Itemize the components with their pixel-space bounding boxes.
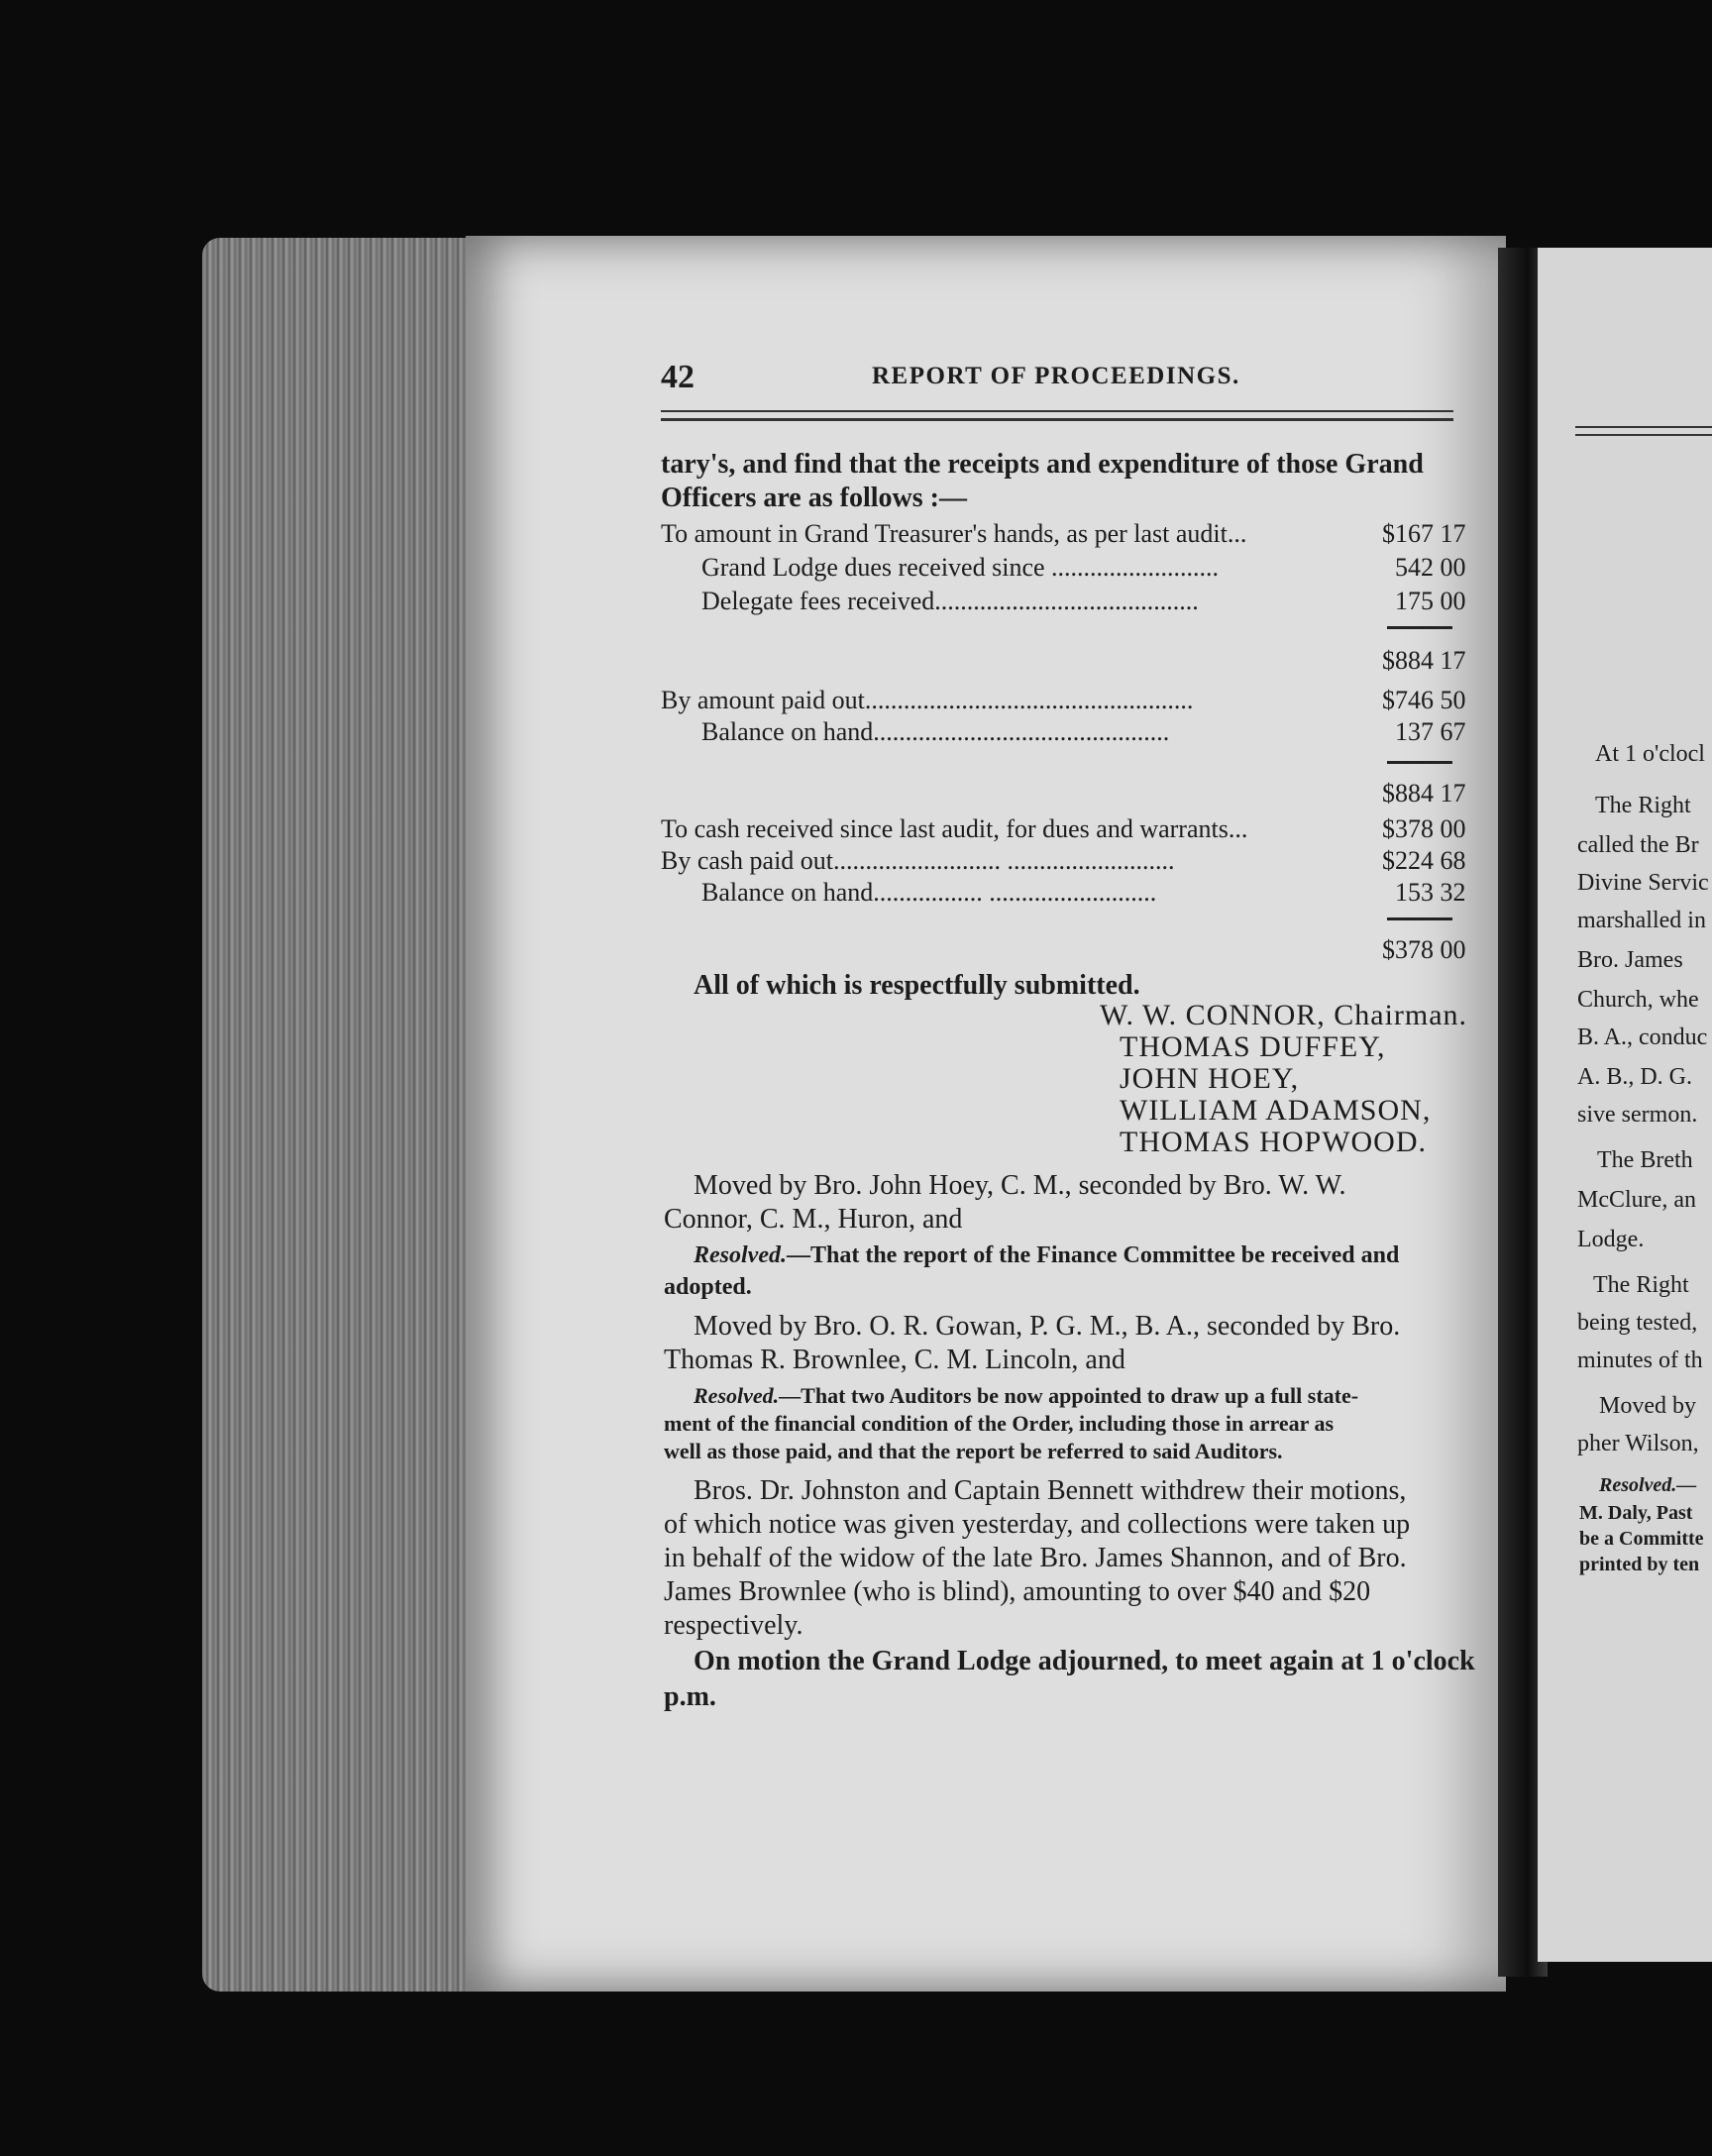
motion-paragraph: Connor, C. M., Huron, and — [664, 1204, 963, 1235]
adjournment-paragraph: p.m. — [664, 1681, 716, 1712]
ledger-amount: $167 17 — [1382, 519, 1466, 548]
right-page-fragment: At 1 o'clocl — [1595, 741, 1705, 767]
right-page-fragment: called the Br — [1577, 832, 1699, 858]
collections-paragraph: respectively. — [664, 1610, 803, 1641]
right-page-fragment: pher Wilson, — [1577, 1431, 1699, 1456]
motion-paragraph: Thomas R. Brownlee, C. M. Lincoln, and — [664, 1345, 1125, 1375]
motion-paragraph: Moved by Bro. John Hoey, C. M., seconded by Bro. W. W. — [694, 1170, 1346, 1201]
right-page-fragment: be a Committe — [1579, 1528, 1704, 1550]
right-page-header-rule — [1575, 434, 1712, 436]
right-page-fragment: being tested, — [1577, 1310, 1698, 1336]
right-page-header-rule — [1575, 426, 1712, 428]
resolution-line: adopted. — [664, 1274, 752, 1300]
collections-paragraph: Bros. Dr. Johnston and Captain Bennett withdrew their motions, — [694, 1475, 1407, 1506]
right-page-fragment: Church, whe — [1577, 987, 1699, 1013]
resolved-label: Resolved. — [694, 1383, 780, 1408]
right-page-fragment: The Right — [1595, 793, 1691, 818]
right-page-fragment: Divine Servic — [1577, 870, 1709, 896]
ledger-label: To cash received since last audit, for dues and warrants... — [661, 814, 1248, 843]
right-page-fragment: A. B., D. G. — [1577, 1064, 1693, 1090]
ledger-label: By amount paid out................................................... — [661, 686, 1194, 714]
ledger-total: $378 00 — [1382, 935, 1466, 964]
resolution-line: ment of the financial condition of the Order, including those in arrear as — [664, 1411, 1335, 1436]
ledger-label: By cash paid out.......................... .......................... — [661, 846, 1175, 875]
right-page-fragment: The Breth — [1597, 1147, 1693, 1173]
right-page-fragment: Moved by — [1599, 1393, 1696, 1419]
header-rule-bottom — [661, 418, 1453, 421]
signatory: WILLIAM ADAMSON, — [1120, 1094, 1432, 1127]
intro-line-1: tary's, and find that the receipts and expenditure of those Grand — [661, 449, 1424, 480]
ledger-amount: 137 67 — [1395, 717, 1466, 746]
right-page-fragment: B. A., conduc — [1577, 1024, 1708, 1050]
ledger-amount: $746 50 — [1382, 686, 1466, 714]
ledger-total: $884 17 — [1382, 779, 1466, 808]
right-page-fragment: Resolved.— — [1599, 1474, 1697, 1496]
intro-line-2: Officers are as follows :— — [661, 483, 967, 513]
collections-paragraph: of which notice was given yesterday, and collections were taken up — [664, 1509, 1411, 1540]
motion-paragraph: Moved by Bro. O. R. Gowan, P. G. M., B. A., seconded by Bro. — [694, 1311, 1401, 1342]
ledger-label: To amount in Grand Treasurer's hands, as per last audit... — [661, 519, 1247, 548]
right-page-fragment: McClure, an — [1577, 1187, 1696, 1213]
signatory: JOHN HOEY, — [1120, 1062, 1300, 1095]
header-rule-top — [661, 410, 1453, 412]
ledger-total: $884 17 — [1382, 646, 1466, 675]
running-head: REPORT OF PROCEEDINGS. — [872, 363, 1240, 389]
signatory: W. W. CONNOR, Chairman. — [1100, 999, 1468, 1031]
right-page-fragment: Bro. James — [1577, 947, 1683, 973]
right-page-fragment: minutes of th — [1577, 1348, 1703, 1373]
resolution-line — [694, 1239, 1399, 1272]
ledger-amount: 153 32 — [1395, 878, 1466, 907]
right-page-fragment: marshalled in — [1577, 908, 1706, 933]
page-number: 42 — [661, 359, 695, 395]
sum-rule — [1387, 626, 1452, 629]
ledger-label: Grand Lodge dues received since .......................... — [701, 553, 1220, 582]
resolution-line: well as those paid, and that the report be referred to said Auditors. — [664, 1439, 1283, 1463]
collections-paragraph: in behalf of the widow of the late Bro. James Shannon, and of Bro. — [664, 1543, 1407, 1573]
submitted-line: All of which is respectfully submitted. — [694, 970, 1140, 1001]
right-page-fragment: Lodge. — [1577, 1227, 1645, 1252]
ledger-amount: 542 00 — [1395, 553, 1466, 582]
right-page-fragment: printed by ten — [1579, 1554, 1700, 1575]
resolved-label: Resolved. — [694, 1242, 787, 1268]
ledger-label: Balance on hand.............................................. — [701, 717, 1170, 746]
right-page-fragment: sive sermon. — [1577, 1102, 1698, 1128]
adjournment-paragraph: On motion the Grand Lodge adjourned, to meet again at 1 o'clock — [694, 1646, 1475, 1676]
right-page-fragment: The Right — [1593, 1272, 1689, 1298]
right-page-fragment: M. Daly, Past — [1579, 1502, 1693, 1524]
sum-rule — [1387, 761, 1452, 764]
signatory: THOMAS DUFFEY, — [1120, 1030, 1386, 1063]
signatory: THOMAS HOPWOOD. — [1120, 1126, 1428, 1158]
ledger-label: Delegate fees received......................................... — [701, 587, 1199, 615]
ledger-amount: $224 68 — [1382, 846, 1466, 875]
resolution-text: —That the report of the Finance Committee be received and — [786, 1242, 1400, 1268]
collections-paragraph: James Brownlee (who is blind), amounting to over $40 and $20 — [664, 1576, 1371, 1607]
sum-rule — [1387, 917, 1452, 920]
ledger-amount: 175 00 — [1395, 587, 1466, 615]
resolution-text: —That two Auditors be now appointed to draw up a full state- — [779, 1383, 1359, 1408]
ledger-label: Balance on hand................. .......................... — [701, 878, 1157, 907]
book-page-edges — [202, 238, 495, 1992]
ledger-amount: $378 00 — [1382, 814, 1466, 843]
